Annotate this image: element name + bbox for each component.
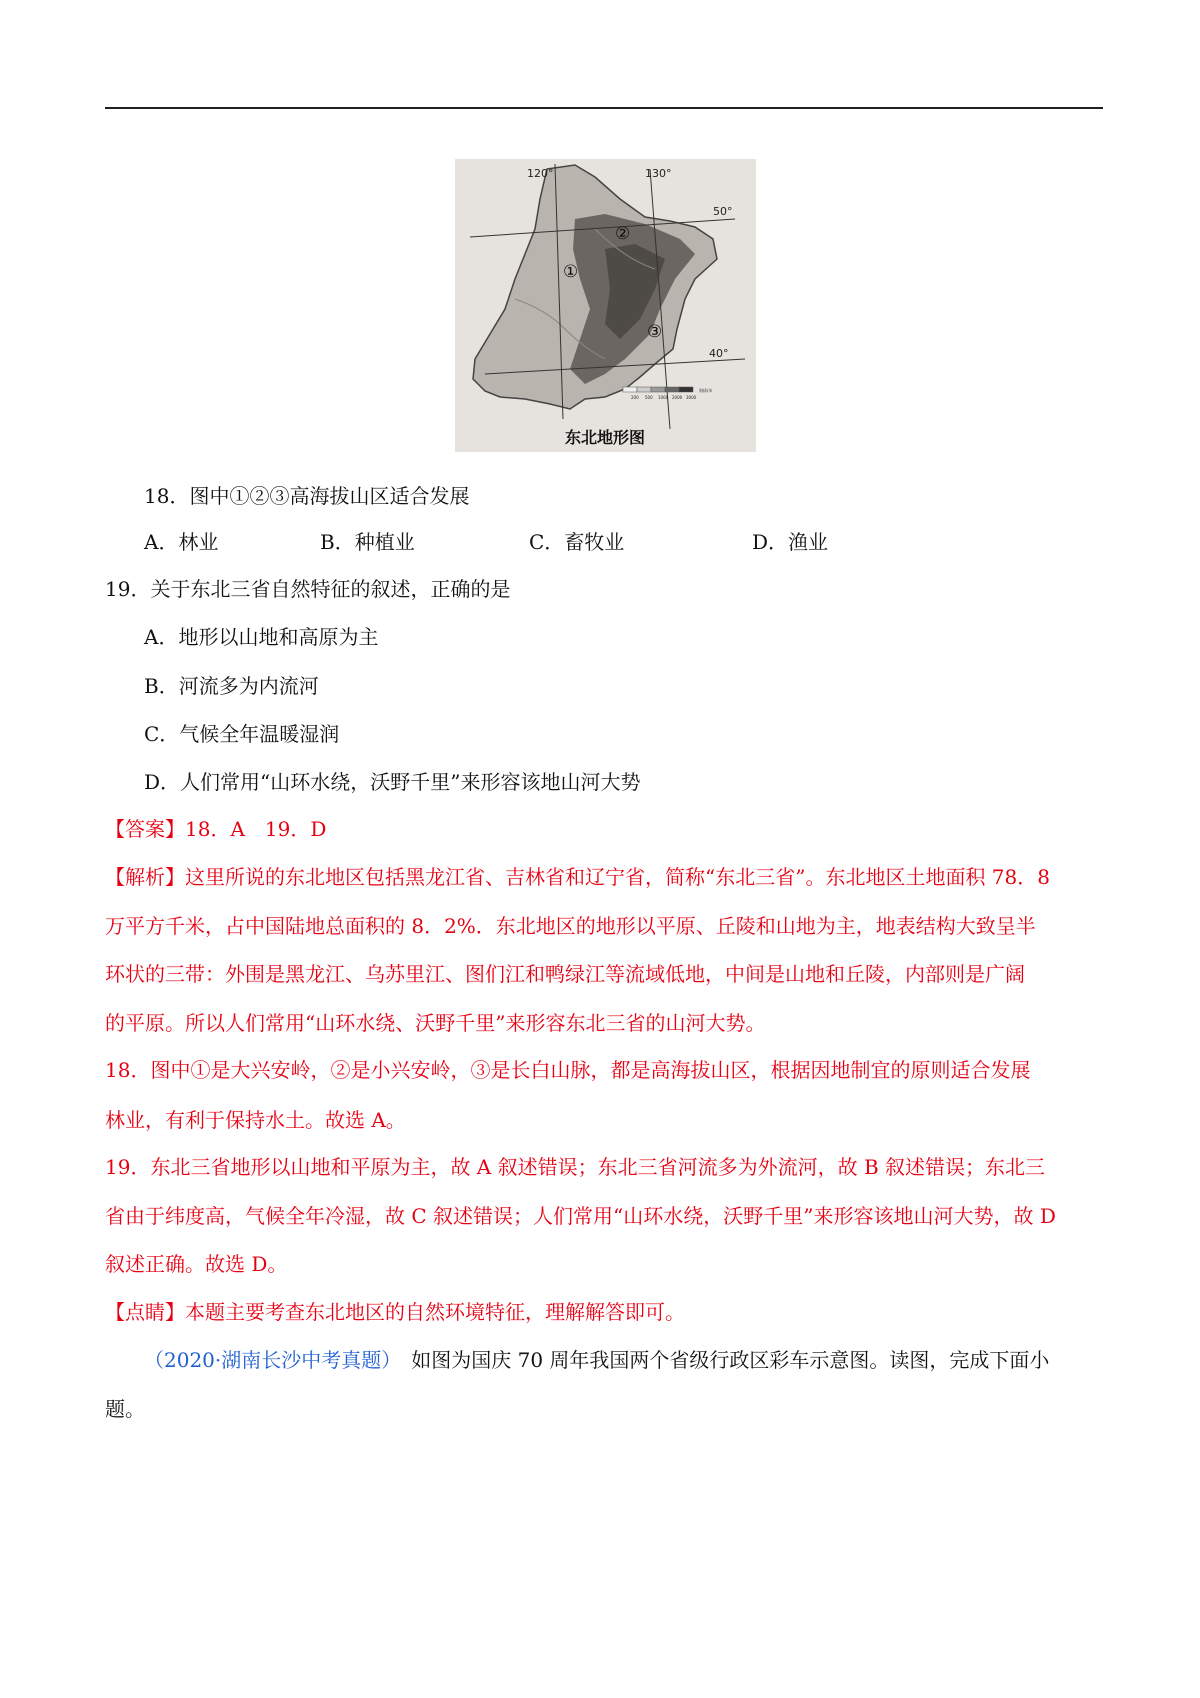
northeast-terrain-map [455,159,756,452]
marker-2: ② [615,224,631,244]
source-tag: （2020·湖南长沙中考真题） [144,1348,392,1372]
header-rule [105,107,1103,109]
q19-option-c: C．气候全年温暖湿润 [144,722,340,746]
q19-option-a: A．地形以山地和高原为主 [144,625,379,649]
marker-3: ③ [647,322,663,342]
q18-option-a: A．林业 [144,530,219,554]
legend-tick: 2000 [672,395,683,400]
answer-line: 【答案】18．A 19．D [105,817,327,841]
next-question-continued: 题。 [105,1397,145,1421]
analysis-line-3: 环状的三带：外围是黑龙江、乌苏里江、图们江和鸭绿江等流域低地，中间是山地和丘陵，内部则是广阔 [105,962,1025,986]
explain18-line-1: 18．图中①是大兴安岭，②是小兴安岭，③是长白山脉，都是高海拔山区，根据因地制宜的原则适合发展 [105,1058,1031,1082]
q18-option-c: C．畜牧业 [529,530,625,554]
analysis-line-2: 万平方千米，占中国陆地总面积的 8．2%．东北地区的地形以平原、丘陵和山地为主，地表结构大致呈半 [105,914,1036,938]
legend-tick: 1000 [658,395,669,400]
next-question-intro [144,1348,1049,1372]
q18-option-b: B．种植业 [320,530,415,554]
map-caption: 东北地形图 [564,428,646,447]
q18-stem: 18．图中①②③高海拔山区适合发展 [144,484,470,508]
lat-label-50: 50° [713,205,733,218]
explain19-line-1: 19．东北三省地形以山地和平原为主，故 A 叙述错误；东北三省河流多为外流河，故 B 叙述错误；东北三 [105,1155,1046,1179]
next-question-text: 如图为国庆 70 周年我国两个省级行政区彩车示意图。读图，完成下面小 [391,1348,1050,1372]
legend-title: 海拔/米 [699,388,713,393]
legend-tick: 200 [631,395,639,400]
lon-label-130: 130° [645,167,672,180]
explain18-line-2: 林业，有利于保持水土。故选 A。 [105,1108,406,1132]
point-line: 【点睛】本题主要考查东北地区的自然环境特征，理解解答即可。 [105,1300,685,1324]
marker-1: ① [563,262,579,282]
analysis-line-1: 【解析】这里所说的东北地区包括黑龙江省、吉林省和辽宁省，简称“东北三省”。东北地区土地面积 78．8 [105,865,1050,889]
q19-option-d: D．人们常用“山环水绕，沃野千里”来形容该地山河大势 [144,770,641,794]
legend-tick: 500 [645,395,653,400]
q18-option-d: D．渔业 [752,530,829,554]
explain19-line-2: 省由于纬度高，气候全年冷湿，故 C 叙述错误；人们常用“山环水绕，沃野千里”来形容该地山河大势，故 D [105,1204,1056,1228]
lat-label-40: 40° [709,347,729,360]
explain19-line-3: 叙述正确。故选 D。 [105,1252,288,1276]
q19-stem: 19．关于东北三省自然特征的叙述，正确的是 [105,577,511,601]
legend-tick: 3000 [686,395,697,400]
analysis-line-4: 的平原。所以人们常用“山环水绕、沃野千里”来形容东北三省的山河大势。 [105,1011,766,1035]
q19-option-b: B．河流多为内流河 [144,674,319,698]
lon-label-120: 120° [527,167,554,180]
